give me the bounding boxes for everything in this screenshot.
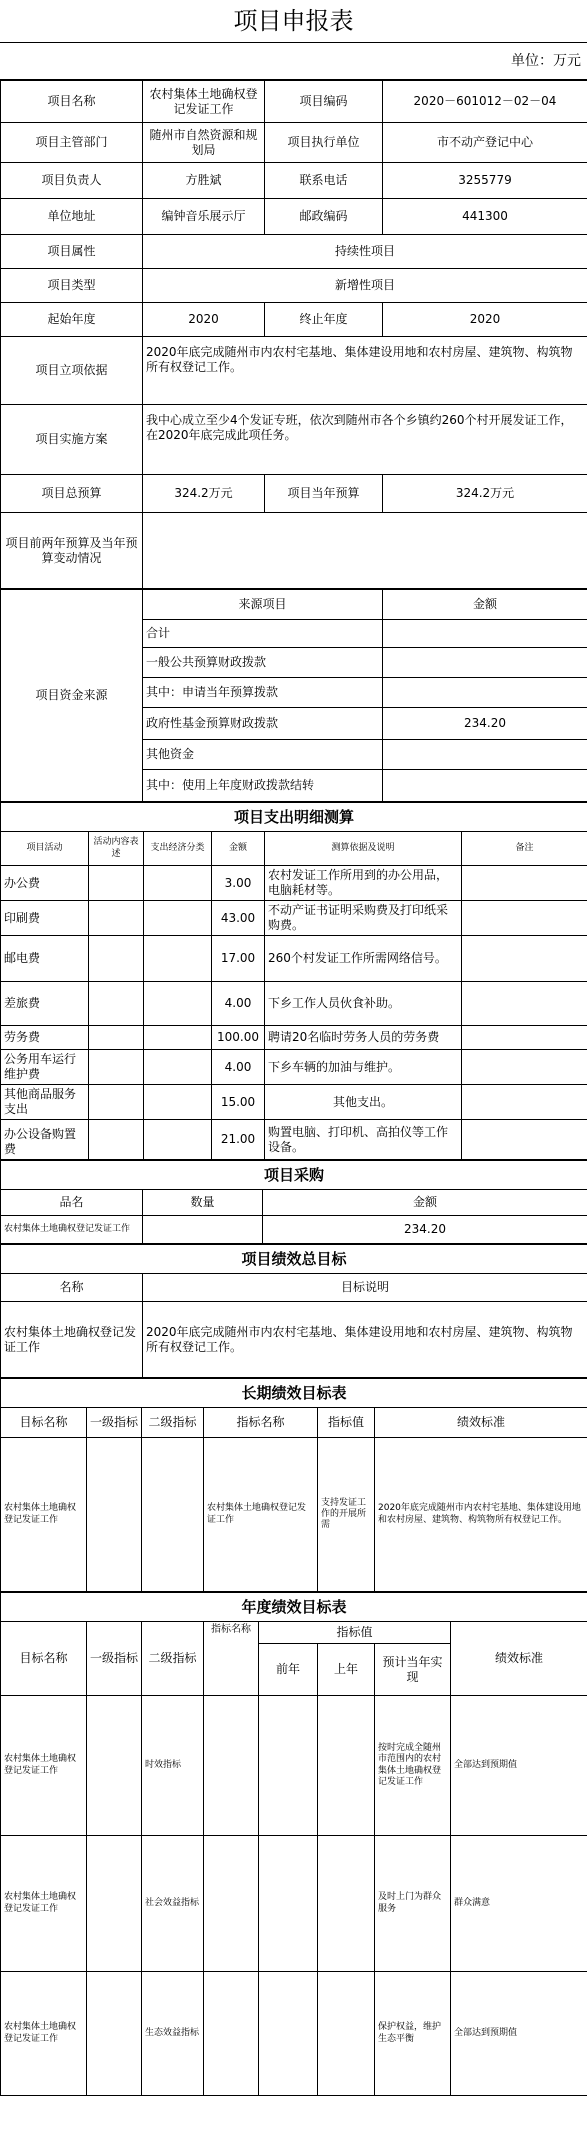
funding-row-amount: 234.20 (383, 708, 587, 740)
table-row (1, 901, 587, 936)
exp-note: 下乡车辆的加油与维护。 (265, 1050, 462, 1085)
an-subheader: 前年 (259, 1644, 318, 1696)
lt-header: 一级指标 (87, 1408, 142, 1438)
exp-amount: 15.00 (212, 1085, 265, 1120)
exp-item: 办公费 (1, 866, 89, 901)
proc-header: 金额 (263, 1190, 587, 1216)
table-row (1, 1216, 587, 1244)
perf-desc: 2020年底完成随州市内农村宅基地、集体建设用地和农村房屋、建筑物、构筑物所有权登记工作。 (143, 1302, 587, 1378)
funding-row-amount (383, 740, 587, 770)
exp-amount: 4.00 (212, 1050, 265, 1085)
label-attribute: 项目属性 (1, 235, 143, 269)
label-exec-unit: 项目执行单位 (265, 123, 383, 163)
proc-header: 品名 (1, 1190, 143, 1216)
section-title-procurement: 项目采购 (1, 1161, 587, 1190)
an-header: 一级指标 (87, 1622, 142, 1696)
exp-header: 活动内容表述 (89, 832, 144, 866)
perf-name: 农村集体土地确权登记发证工作 (1, 1302, 143, 1378)
exp-amount: 21.00 (212, 1120, 265, 1160)
table-row (1, 1085, 587, 1120)
exp-item: 差旅费 (1, 982, 89, 1026)
label-type: 项目类型 (1, 269, 143, 303)
exp-item: 公务用车运行维护费 (1, 1050, 89, 1085)
lt-header: 二级指标 (142, 1408, 204, 1438)
label-funding-source: 项目资金来源 (1, 590, 143, 802)
budget-change-value (143, 513, 587, 589)
funding-row-label: 政府性基金预算财政拨款 (143, 708, 383, 740)
an-indicator: 时效指标 (142, 1696, 204, 1836)
table-row (1, 1438, 587, 1592)
funding-row-amount (383, 620, 587, 648)
section-title-annual: 年度绩效目标表 (1, 1593, 587, 1622)
an-indicator: 社会效益指标 (142, 1836, 204, 1972)
an-standard: 全部达到预期值 (451, 1972, 587, 2096)
exp-item: 办公设备购置费 (1, 1120, 89, 1160)
table-row (1, 1696, 587, 1836)
proc-name: 农村集体土地确权登记发证工作 (1, 1216, 143, 1244)
unit-label: 单位：万元 (0, 43, 587, 80)
an-standard: 群众满意 (451, 1836, 587, 1972)
label-leader: 项目负责人 (1, 163, 143, 199)
phone-value: 3255779 (383, 163, 587, 199)
lt-value: 支持发证工作的开展所需 (318, 1438, 375, 1592)
perf-header: 名称 (1, 1274, 143, 1302)
an-expected: 及时上门为群众服务 (375, 1836, 451, 1972)
procurement-table (0, 1160, 587, 1244)
label-plan: 项目实施方案 (1, 405, 143, 475)
exp-amount: 4.00 (212, 982, 265, 1026)
long-term-goals-table (0, 1378, 587, 1592)
label-end-year: 终止年度 (265, 303, 383, 337)
lt-goal-name: 农村集体土地确权登记发证工作 (1, 1438, 87, 1592)
an-goal-name: 农村集体土地确权登记发证工作 (1, 1696, 87, 1836)
exp-amount: 3.00 (212, 866, 265, 901)
basis-value: 2020年底完成随州市内农村宅基地、集体建设用地和农村房屋、建筑物、构筑物所有权登记工作。 (143, 337, 587, 405)
lt-indicator: 农村集体土地确权登记发证工作 (204, 1438, 318, 1592)
table-row (1, 866, 587, 901)
project-name-value: 农村集体土地确权登记发证工作 (143, 81, 265, 123)
exp-amount: 100.00 (212, 1026, 265, 1050)
exp-header: 支出经济分类 (144, 832, 212, 866)
exp-header: 测算依据及说明 (265, 832, 462, 866)
exp-header: 金额 (212, 832, 265, 866)
address-value: 编钟音乐展示厅 (143, 199, 265, 235)
funding-row-label: 其他资金 (143, 740, 383, 770)
table-row (1, 1972, 587, 2096)
plan-value: 我中心成立至少4个发证专班，依次到随州市各个乡镇约260个村开展发证工作，在2020年底完成此项任务。 (143, 405, 587, 475)
funding-header-amount: 金额 (383, 590, 587, 620)
label-budget-change: 项目前两年预算及当年预算变动情况 (1, 513, 143, 589)
label-phone: 联系电话 (265, 163, 383, 199)
exp-header: 项目活动 (1, 832, 89, 866)
exp-item: 印刷费 (1, 901, 89, 936)
table-row (1, 1026, 587, 1050)
section-title-expenditure: 项目支出明细测算 (1, 803, 587, 832)
basic-info-table (0, 80, 587, 589)
exp-note: 下乡工作人员伙食补助。 (265, 982, 462, 1026)
page-title: 项目申报表 (0, 0, 587, 43)
proc-header: 数量 (143, 1190, 263, 1216)
postcode-value: 441300 (383, 199, 587, 235)
table-row (1, 1836, 587, 1972)
an-expected: 按时完成全随州市范围内的农村集体土地确权登记发证工作 (375, 1696, 451, 1836)
supervisor-dept-value: 随州市自然资源和规划局 (143, 123, 265, 163)
attribute-value: 持续性项目 (143, 235, 587, 269)
an-header: 目标名称 (1, 1622, 87, 1696)
exp-note: 不动产证书证明采购费及打印纸采购费。 (265, 901, 462, 936)
an-indicator: 生态效益指标 (142, 1972, 204, 2096)
funding-row-amount (383, 770, 587, 802)
funding-row-label: 其中：申请当年预算拨款 (143, 678, 383, 708)
section-title-long-term: 长期绩效目标表 (1, 1379, 587, 1408)
proc-qty (143, 1216, 263, 1244)
table-row (1, 936, 587, 982)
annual-goals-table (0, 1592, 587, 2096)
table-row (1, 1050, 587, 1085)
label-supervisor-dept: 项目主管部门 (1, 123, 143, 163)
table-row (1, 982, 587, 1026)
an-header: 绩效标准 (451, 1622, 587, 1696)
start-year-value: 2020 (143, 303, 265, 337)
section-title-performance: 项目绩效总目标 (1, 1245, 587, 1274)
an-standard: 全部达到预期值 (451, 1696, 587, 1836)
funding-row-amount (383, 648, 587, 678)
an-subheader: 预计当年实现 (375, 1644, 451, 1696)
label-total-budget: 项目总预算 (1, 475, 143, 513)
label-year-budget: 项目当年预算 (265, 475, 383, 513)
funding-row-label: 其中：使用上年度财政拨款结转 (143, 770, 383, 802)
perf-header: 目标说明 (143, 1274, 587, 1302)
leader-value: 方胜斌 (143, 163, 265, 199)
expenditure-table (0, 802, 587, 1160)
project-code-value: 2020－601012－02－04 (383, 81, 587, 123)
an-goal-name: 农村集体土地确权登记发证工作 (1, 1972, 87, 2096)
lt-header: 指标值 (318, 1408, 375, 1438)
type-value: 新增性项目 (143, 269, 587, 303)
lt-header: 绩效标准 (375, 1408, 587, 1438)
label-address: 单位地址 (1, 199, 143, 235)
funding-header-source: 来源项目 (143, 590, 383, 620)
exp-note: 聘请20名临时劳务人员的劳务费 (265, 1026, 462, 1050)
exp-amount: 17.00 (212, 936, 265, 982)
exp-note: 农村发证工作所用到的办公用品，电脑耗材等。 (265, 866, 462, 901)
funding-row-label: 一般公共预算财政拨款 (143, 648, 383, 678)
table-row (1, 1120, 587, 1160)
funding-row-label: 合计 (143, 620, 383, 648)
an-header: 二级指标 (142, 1622, 204, 1696)
label-postcode: 邮政编码 (265, 199, 383, 235)
exp-note: 260个村发证工作所需网络信号。 (265, 936, 462, 982)
label-project-name: 项目名称 (1, 81, 143, 123)
label-basis: 项目立项依据 (1, 337, 143, 405)
an-header: 指标值 (259, 1622, 451, 1644)
year-budget-value: 324.2万元 (383, 475, 587, 513)
exp-header: 备注 (462, 832, 587, 866)
table-row (1, 1302, 587, 1378)
exp-item: 其他商品服务支出 (1, 1085, 89, 1120)
performance-goal-table (0, 1244, 587, 1378)
an-expected: 保护权益，维护生态平衡 (375, 1972, 451, 2096)
exp-item: 劳务费 (1, 1026, 89, 1050)
an-goal-name: 农村集体土地确权登记发证工作 (1, 1836, 87, 1972)
lt-header: 指标名称 (204, 1408, 318, 1438)
exp-amount: 43.00 (212, 901, 265, 936)
exec-unit-value: 市不动产登记中心 (383, 123, 587, 163)
end-year-value: 2020 (383, 303, 587, 337)
exp-note: 购置电脑、打印机、高拍仪等工作设备。 (265, 1120, 462, 1160)
lt-standard: 2020年底完成随州市内农村宅基地、集体建设用地和农村房屋、建筑物、构筑物所有权登记工作。 (375, 1438, 587, 1592)
funding-source-table (0, 589, 587, 802)
total-budget-value: 324.2万元 (143, 475, 265, 513)
an-header: 指标名称 (204, 1622, 259, 1696)
exp-note: 其他支出。 (265, 1085, 462, 1120)
proc-amount: 234.20 (263, 1216, 587, 1244)
label-start-year: 起始年度 (1, 303, 143, 337)
exp-item: 邮电费 (1, 936, 89, 982)
an-subheader: 上年 (318, 1644, 375, 1696)
label-project-code: 项目编码 (265, 81, 383, 123)
lt-header: 目标名称 (1, 1408, 87, 1438)
funding-row-amount (383, 678, 587, 708)
